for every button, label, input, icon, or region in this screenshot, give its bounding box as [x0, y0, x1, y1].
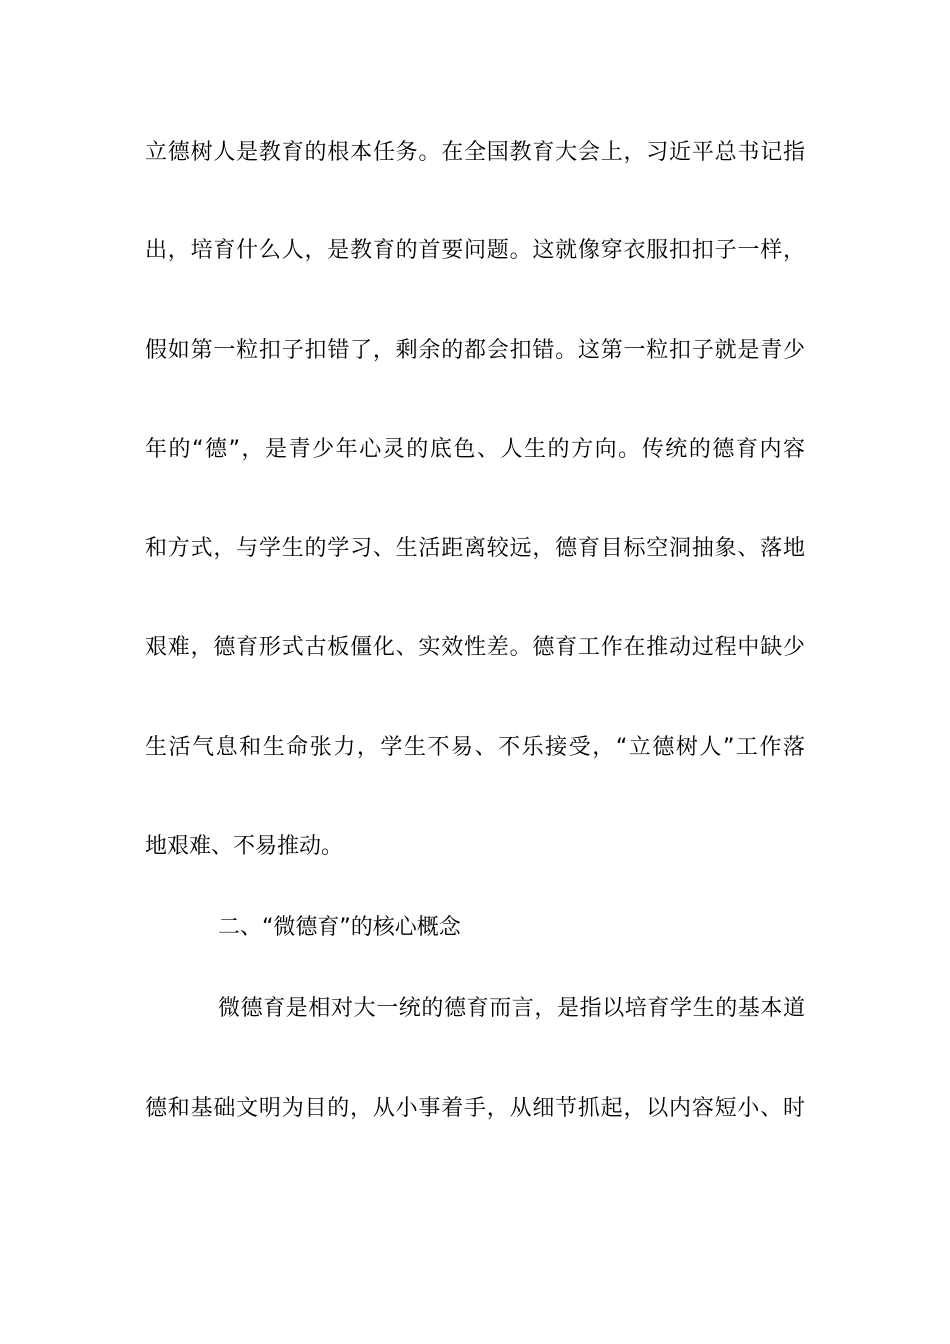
- paragraph-line: 假如第一粒扣子扣错了，剩余的都会扣错。这第一粒扣子就是青少: [145, 338, 805, 363]
- paragraph-line: 地艰难、不易推动。: [145, 834, 344, 859]
- paragraph-line: 出，培育什么人，是教育的首要问题。这就像穿衣服扣扣子一样，: [145, 238, 805, 263]
- section-heading: 二、“微德育”的核心概念: [218, 915, 461, 940]
- paragraph-line: 立德树人是教育的根本任务。在全国教育大会上，习近平总书记指: [145, 140, 805, 165]
- paragraph-line: 和方式，与学生的学习、生活距离较远，德育目标空洞抽象、落地: [145, 536, 805, 561]
- paragraph-line: 生活气息和生命张力，学生不易、不乐接受，“立德树人”工作落: [145, 735, 805, 760]
- paragraph-line: 艰难，德育形式古板僵化、实效性差。德育工作在推动过程中缺少: [145, 635, 805, 660]
- paragraph-line: 微德育是相对大一统的德育而言，是指以培育学生的基本道: [218, 996, 805, 1021]
- paragraph-line: 德和基础文明为目的，从小事着手，从细节抓起，以内容短小、时: [145, 1096, 805, 1121]
- paragraph-line: 年的“德”，是青少年心灵的底色、人生的方向。传统的德育内容: [145, 437, 805, 462]
